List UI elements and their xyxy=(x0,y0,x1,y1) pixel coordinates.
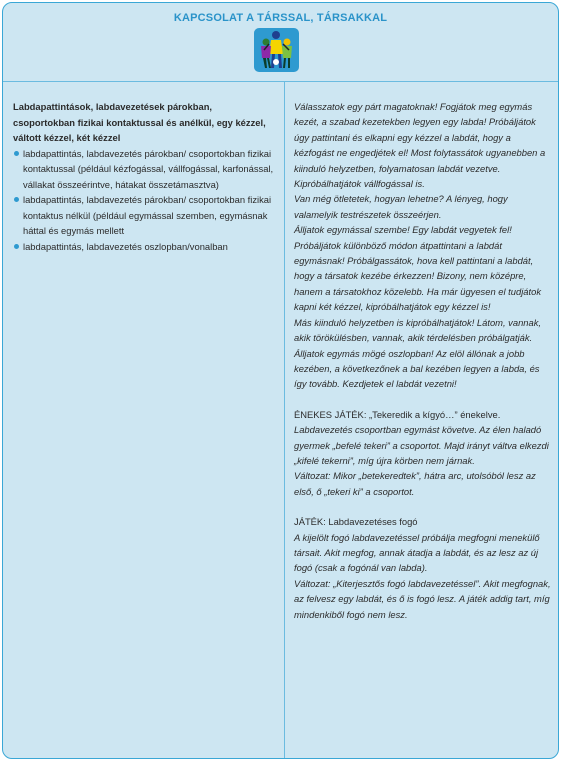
list-item xyxy=(13,146,275,193)
list-item-text: labdapattintás, labdavezetés párokban/ csoportokban fizikai kontaktussal (például kézfogással, vállfogással, karfonással, vállakat összeérintve, hátakat összetámasztva) xyxy=(23,147,274,190)
instruction-paragraph: Álljatok egymással szembe! Egy labdát vegyetek fel! Próbáljátok különböző módon átpattintani a labdát egymásnak! Próbálgassátok, hova kell pattintani a labdát, hogy a társatok kezébe érkezzen! Bizony, nem középre, hanem a társatokhoz közelebb. Ha már ügyesen el tudjátok kapni két kézzel, kipróbálhatjátok egy kézzel is! xyxy=(294,224,542,313)
right-column xyxy=(294,99,552,622)
bullet-icon xyxy=(14,244,19,249)
game-label: ÉNEKES JÁTÉK: „Tekeredik a kígyó…” énekelve. xyxy=(294,408,501,420)
game-label: JÁTÉK: Labdavezetéses fogó xyxy=(294,516,418,528)
activity-card xyxy=(2,2,559,759)
activity-list xyxy=(13,146,275,255)
list-item-text: labdapattintás, labdavezetés oszlopban/vonalban xyxy=(23,240,228,252)
instruction-paragraph: Álljatok egymás mögé oszlopban! Az elöl állónak a jobb kezében, a következőnek a bal kezében legyen a labda, és így tovább. Kezdjetek el labdát vezetni! xyxy=(294,347,540,390)
game-variant: Változat: „Kiterjesztős fogó labdavezetéssel”. Akit megfognak, az felvesz egy labdát, és ő is fogó lesz. A játék addig tart, míg mindenkiből fogó nem lesz. xyxy=(294,577,551,620)
left-column xyxy=(13,99,275,254)
list-item xyxy=(13,239,275,255)
bullet-icon xyxy=(14,151,19,156)
list-item xyxy=(13,192,275,239)
game-description: Labdavezetés csoportban egymást követve. Az élen haladó gyermek „befelé tekeri” a csoportot. Majd irányt váltva elkezdi „kifelé tekerni”, míg újra körben nem járnak. xyxy=(294,424,549,466)
list-item-text: labdapattintás, labdavezetés párokban/ csoportokban fizikai kontaktus nélkül (például egymással szemben, egymásnak háttal és egymás mellett xyxy=(23,194,272,236)
game-variant: Változat: Mikor „betekeredtek”, hátra arc, utolsóból lesz az első, ő „tekeri ki” a csoportot. xyxy=(294,470,536,497)
column-divider xyxy=(284,82,285,759)
instruction-paragraph: Válasszatok egy párt magatoknak! Fogjátok meg egymás kezét, a szabad kezetekben legyen egy labda! Próbáljátok úgy pattintani és elkapni egy kézzel a labdát, hogy a kézfogást ne engedjétek el! Most folytassátok ugyanebben a kiinduló helyzetben, folyamatosan labdát vezetve. Kipróbálhatjátok vállfogással is. xyxy=(294,101,546,190)
children-group-icon xyxy=(254,28,299,72)
instruction-paragraph: Más kiinduló helyzetben is kipróbálhatjátok! Látom, vannak, akik törökülésben, vannak, akik térdelésben próbálgatják. xyxy=(294,316,542,344)
card-title: KAPCSOLAT A TÁRSSAL, TÁRSAKKAL xyxy=(173,12,388,24)
game-description: A kijelölt fogó labdavezetéssel próbálja megfogni menekülő társait. Akit megfog, annak átadja a labdát, és az lesz az új fogó (csak a fogónál van labda). xyxy=(294,531,540,574)
bullet-icon xyxy=(14,197,19,202)
left-heading: Labdapattintások, labdavezetések párokban, csoportokban fizikai kontaktussal és anélkül, egy kézzel, váltott kézzel, két kézzel xyxy=(13,101,266,143)
instruction-paragraph: Van még ötletetek, hogyan lehetne? A lényeg, hogy valamelyik testrészetek összeérjen. xyxy=(294,193,508,220)
card-header xyxy=(3,3,558,82)
